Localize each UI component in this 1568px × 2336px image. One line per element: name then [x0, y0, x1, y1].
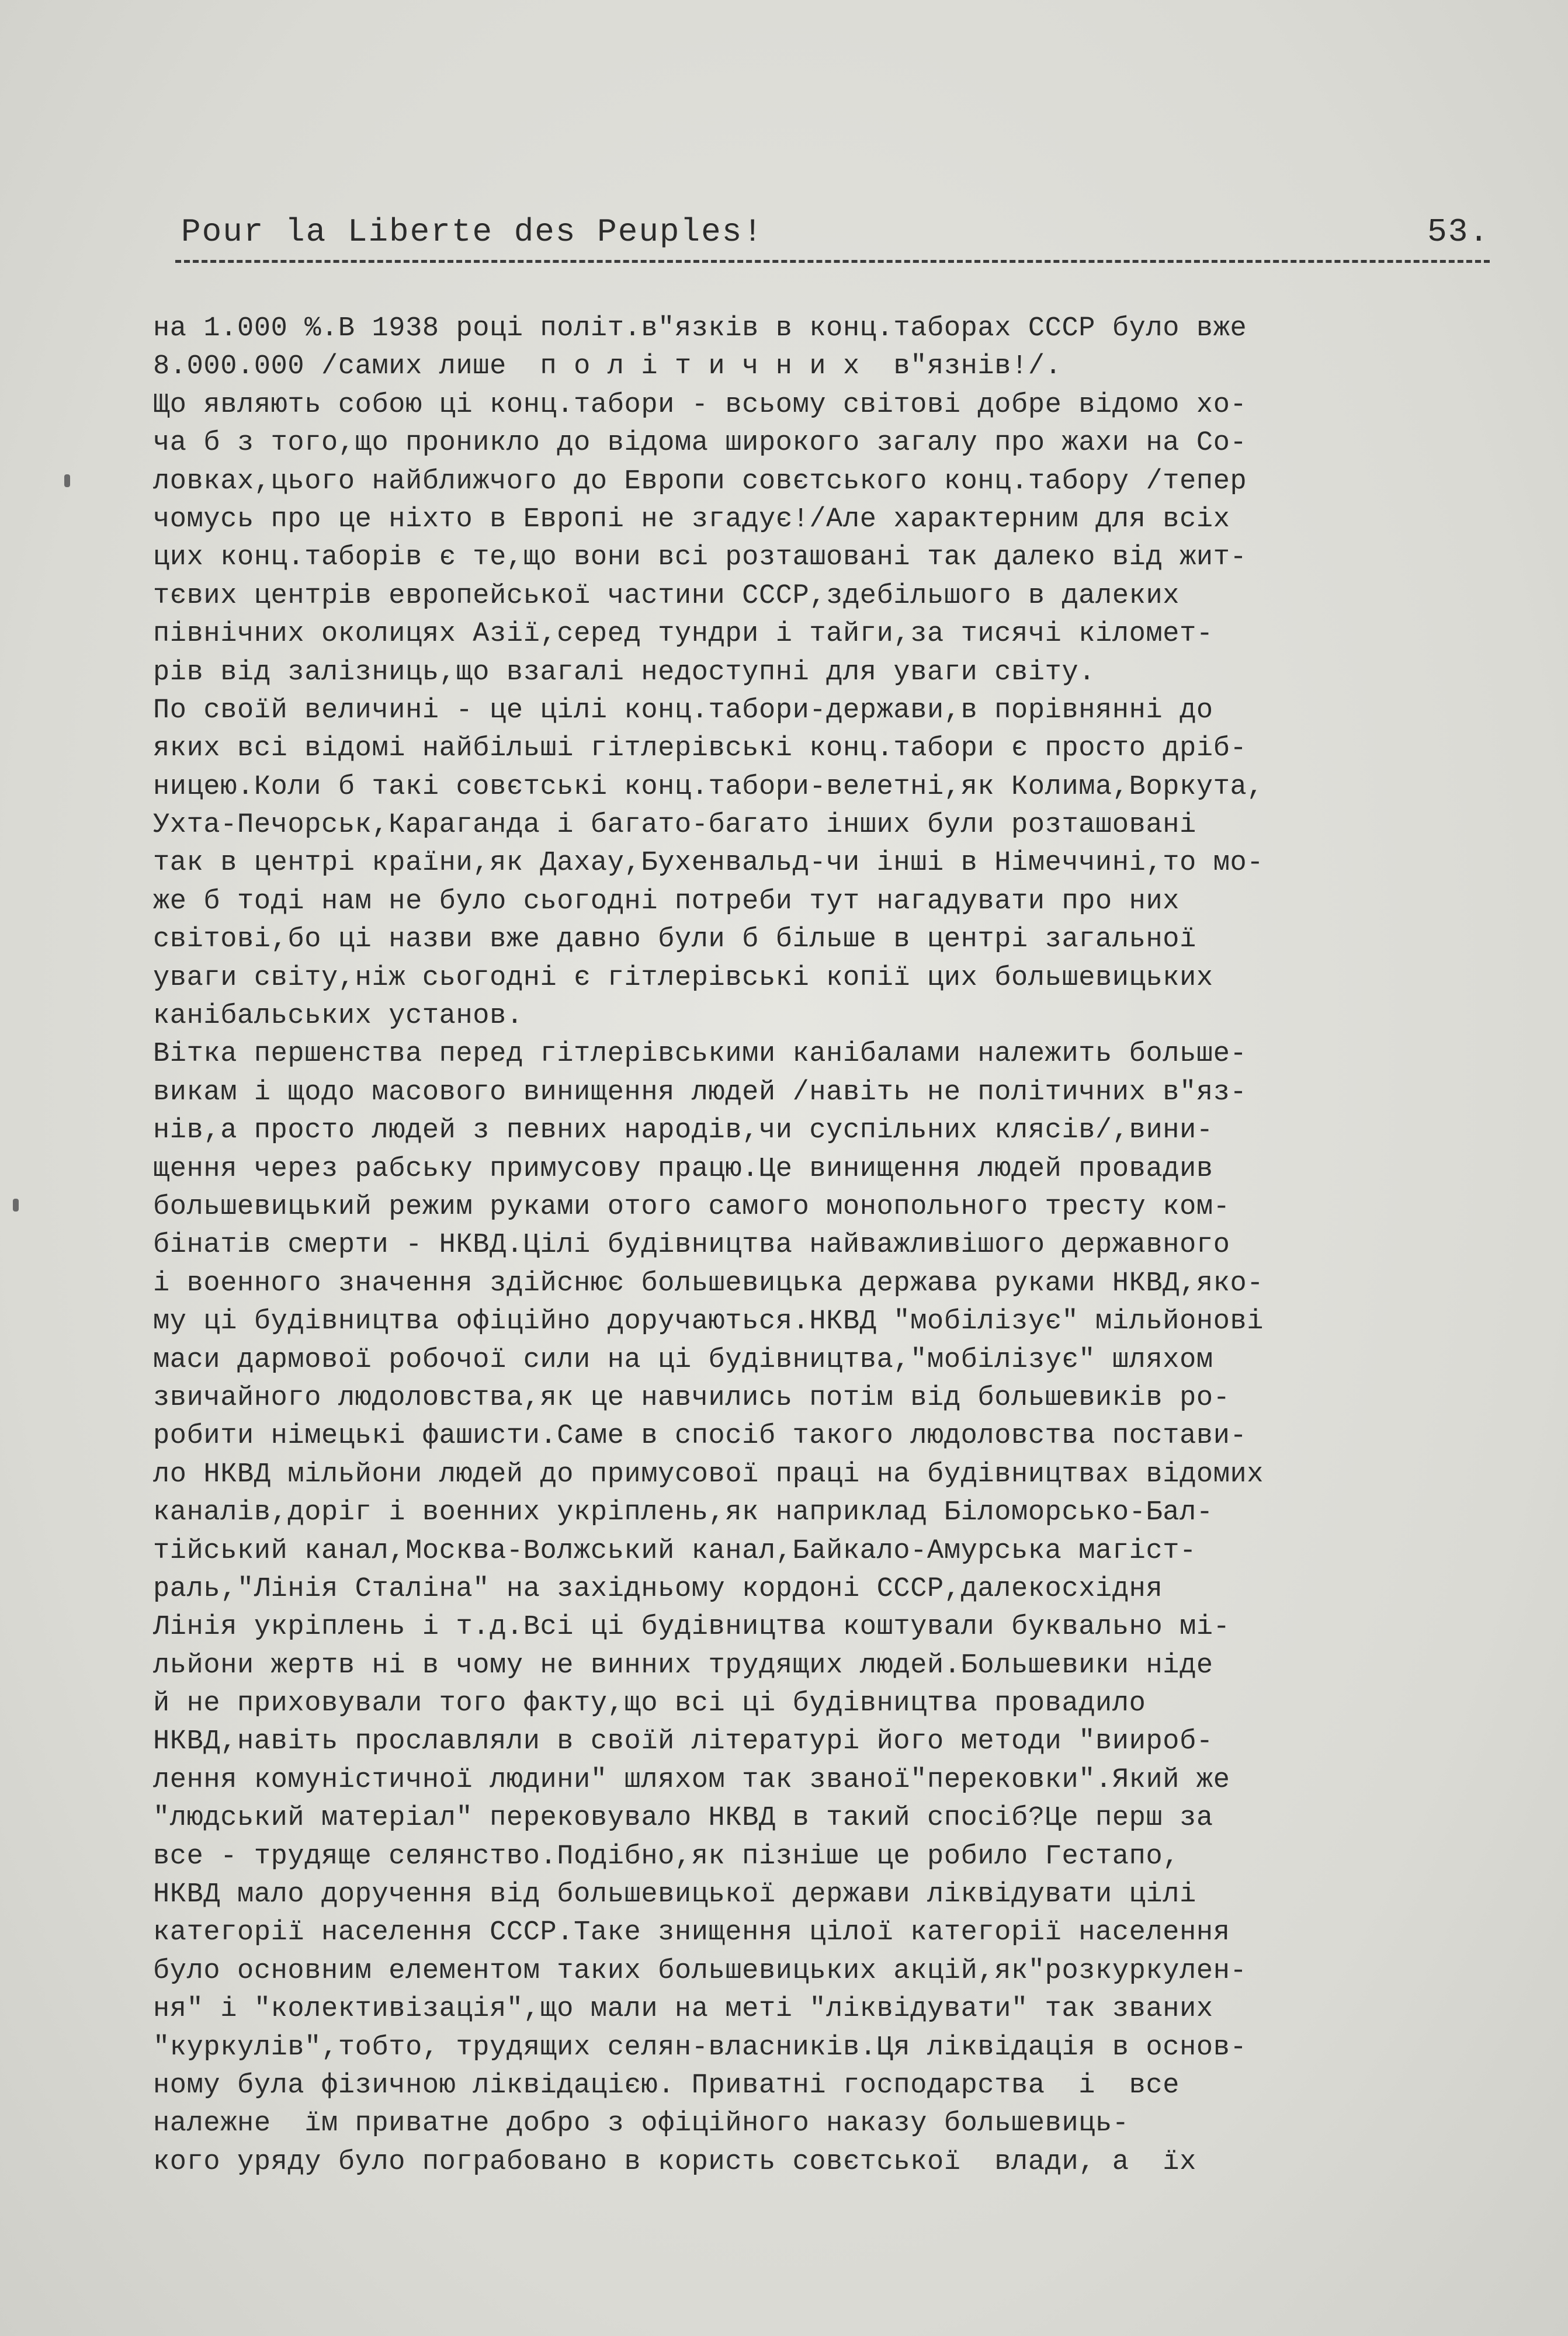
text-line: світові,бо ці назви вже давно були б більше в центрі загальної	[153, 924, 1196, 956]
text-line: каналів,доріг і военних укріплень,як наприклад Біломорсько-Бал-	[153, 1497, 1213, 1529]
text-line: тійський канал,Москва-Волжський канал,Байкало-Амурська магіст-	[153, 1535, 1196, 1567]
text-line: викам і щодо масового винищення людей /навіть не політичних в"яз-	[153, 1077, 1247, 1108]
text-line: ло НКВД мільйони людей до примусової праці на будівництвах відомих	[153, 1459, 1264, 1490]
text-line: було основним елементом таких большевицьких акцій,як"розкуркулен-	[153, 1955, 1247, 1987]
text-line: й не приховували того факту,що всі ці будівництва провадило	[153, 1688, 1146, 1720]
text-line: рів від залізниць,що взагалі недоступні для уваги світу.	[153, 657, 1096, 688]
text-line: По своїй величині - це цілі конц.табори-держави,в порівнянні до	[153, 695, 1213, 726]
text-line: уваги світу,ніж сьогодні є гітлерівські копії цих большевицьких	[153, 962, 1213, 994]
text-line: чомусь про це ніхто в Европі не згадує!/Але характерним для всіх	[153, 504, 1230, 535]
text-line: категорії населення СССР.Таке знищення цілої категорії населення	[153, 1917, 1230, 1949]
header-dashed-rule	[175, 260, 1490, 263]
text-line: звичайного людоловства,як це навчились потім від большевиків ро-	[153, 1382, 1230, 1414]
text-line: кого уряду було пограбовано в користь совєтської влади, а їх	[153, 2146, 1196, 2178]
text-line: НКВД,навіть прославляли в своїй літературі його методи "виироб-	[153, 1726, 1213, 1758]
text-line: ницею.Коли б такі совєтські конц.табори-велетні,як Колима,Воркута,	[153, 771, 1264, 803]
ink-speck	[64, 474, 70, 487]
text-line: ловках,цього найближчого до Европи совєтського конц.табору /тепер	[153, 466, 1247, 497]
text-line: робити німецькі фашисти.Саме в спосіб такого людоловства постави-	[153, 1421, 1247, 1452]
text-line: тєвих центрів европейської частини СССР,здебільшого в далеких	[153, 580, 1180, 612]
text-line: належне їм приватне добро з офіційного наказу большевиць-	[153, 2108, 1129, 2140]
text-line: льйони жертв ні в чому не винних трудящих людей.Большевики ніде	[153, 1650, 1213, 1681]
text-line: же б тоді нам не було сьогодні потреби тут нагадувати про них	[153, 886, 1180, 917]
text-line: на 1.000 %.В 1938 році політ.в"язків в конц.таборах СССР було вже	[153, 313, 1247, 344]
text-line: "людський матеріал" перековувало НКВД в такий спосіб?Це перш за	[153, 1803, 1213, 1834]
text-line: так в центрі країни,як Дахау,Бухенвальд-чи інші в Німеччині,то мо-	[153, 848, 1264, 879]
text-line: цих конц.таборів є те,що вони всі розташовані так далеко від жит-	[153, 542, 1247, 574]
body-text	[153, 310, 1497, 2181]
text-line: Вітка першенства перед гітлерівськими канібалами належить больше-	[153, 1039, 1247, 1070]
text-line: му ці будівництва офіційно доручаються.НКВД "мобілізує" мільйонові	[153, 1306, 1264, 1338]
text-line: "куркулів",тобто, трудящих селян-власників.Ця ліквідація в основ-	[153, 2032, 1247, 2063]
text-line: маси дармової робочої сили на ці будівництва,"мобілізує" шляхом	[153, 1344, 1213, 1376]
text-line: раль,"Лінія Сталіна" на західньому кордоні СССР,далекосхідня	[153, 1573, 1163, 1605]
text-line: все - трудяще селянство.Подібно,як пізніше це робило Гестапо,	[153, 1841, 1180, 1872]
text-line: яких всі відомі найбільші гітлерівські конц.табори є просто дріб-	[153, 733, 1247, 765]
header-title: Pour la Liberte des Peuples!	[181, 213, 764, 251]
text-line: ному була фізичною ліквідацією. Приватні господарства і все	[153, 2070, 1180, 2101]
text-line: бінатів смерти - НКВД.Цілі будівництва найважливішого державного	[153, 1230, 1230, 1261]
text-line: північних околицях Азії,серед тундри і тайги,за тисячі кіломет-	[153, 619, 1213, 650]
text-line: ча б з того,що проникло до відома широкого загалу про жахи на Со-	[153, 428, 1247, 459]
text-line: 8.000.000 /самих лише п о л і т и ч н и х в"язнів!/.	[153, 351, 1062, 383]
text-line: большевицький режим руками отого самого монопольного тресту ком-	[153, 1191, 1230, 1223]
text-line: Ухта-Печорськ,Караганда і багато-багато інших були розташовані	[153, 810, 1196, 841]
text-line: НКВД мало доручення від большевицької держави ліквідувати цілі	[153, 1879, 1196, 1911]
text-line: лення комуністичної людини" шляхом так званої"перековки".Який же	[153, 1764, 1230, 1796]
text-line: канібальських установ.	[153, 1001, 523, 1032]
text-line: ня" і "колективізація",що мали на меті "ліквідувати" так званих	[153, 1994, 1213, 2025]
page-number: 53.	[1427, 213, 1490, 251]
text-line: Що являють собою ці конц.табори - всьому світові добре відомо хо-	[153, 389, 1247, 421]
text-line: Лінія укріплень і т.д.Всі ці будівництва коштували буквально мі-	[153, 1612, 1230, 1643]
text-line: і военного значення здійснює большевицька держава руками НКВД,яко-	[153, 1268, 1264, 1299]
text-line: щення через рабську примусову працю.Це винищення людей провадив	[153, 1153, 1213, 1185]
page-header	[175, 213, 1490, 283]
text-line: нів,а просто людей з певних народів,чи суспільних клясів/,вини-	[153, 1115, 1213, 1147]
ink-speck	[13, 1199, 19, 1212]
